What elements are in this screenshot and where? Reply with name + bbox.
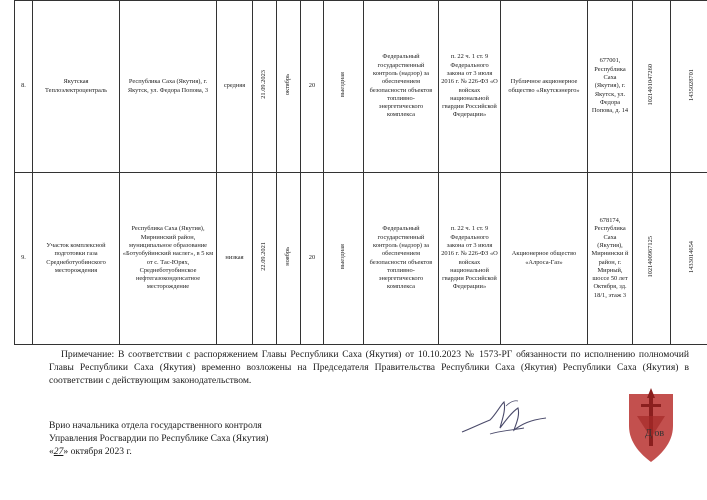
- control-type: Федеральный государственный контроль (надзор) за обеспечением безопасности объектов топливно-энергетического комплекса: [364, 173, 439, 345]
- table-row: [15, 173, 707, 345]
- legal-basis: п. 22 ч. 1 ст. 9 Федерального закона от 3 июля 2016 г. № 226-ФЗ «О войсках национальной гвардии Российской Федерации»: [439, 173, 501, 345]
- last-inspection-date: 21.09.2023: [260, 70, 268, 100]
- inspection-month: ноябрь: [284, 247, 292, 267]
- organization-name: Акционерное общество «Алроса-Газ»: [501, 173, 588, 345]
- signer-position-line2: Управления Росгвардии по Республике Саха (Якутия): [49, 432, 269, 444]
- rosgvardia-emblem: [625, 386, 677, 464]
- footnote-note: Примечание: В соответствии с распоряжением Главы Республики Саха (Якутия) от 10.10.2023 № 1573-РГ обязанности по исполнению полномочий Главы Республики Саха (Якутия) временно возложены на Председателя Правительства Республики Саха (Якутия) Республики Саха (Якутия) в соответствии с действующим законодательством.: [49, 349, 689, 386]
- object-name: Участок комплексной подготовки газа Среднеботуобинского месторождения: [33, 173, 120, 345]
- organization-address: 677001, Республика Саха (Якутия), г. Якутск, ул. Федора Попова, д. 14: [588, 1, 633, 173]
- inspection-plan-table: [14, 0, 707, 345]
- signature-block: [49, 420, 349, 458]
- signer-position-line1: Врио начальника отдела государственного контроля: [49, 420, 262, 431]
- risk-category: низкая: [217, 173, 253, 345]
- inn-value: 1435028701: [688, 68, 696, 101]
- handwritten-signature: [460, 398, 550, 443]
- inspection-form: выездная: [339, 244, 347, 270]
- table-row: [15, 1, 707, 173]
- row-number: 8.: [15, 1, 33, 173]
- inspection-days: 20: [301, 173, 324, 345]
- object-address: Республика Саха (Якутия), Мирнинский район, муниципальное образование «Ботуобуйинский наслег», в 5 км от с. Тас-Юрях, Среднеботуобинское нефтегазоконденсатное месторождение: [120, 173, 217, 345]
- last-inspection-date: 22.09.2021: [260, 242, 268, 272]
- object-name: Якутская Теплоэлектроцентраль: [33, 1, 120, 173]
- ogrn-value: 1021400967125: [647, 236, 655, 278]
- organization-address: 678174, Республика Саха (Якутия), Мирнински й район, г. Мирный, шоссе 50 лет Октября, зд. 18/1, этаж 3: [588, 173, 633, 345]
- inspection-days: 20: [301, 1, 324, 173]
- signature-date-day: 27: [53, 445, 64, 457]
- risk-category: средняя: [217, 1, 253, 173]
- row-number: 9.: [15, 173, 33, 345]
- ogrn-value: 1021401047260: [647, 64, 655, 106]
- inspection-month: октябрь: [284, 74, 292, 96]
- legal-basis: п. 22 ч. 1 ст. 9 Федерального закона от 3 июля 2016 г. № 226-ФЗ «О войсках национальной гвардии Российской Федерации»: [439, 1, 501, 173]
- inspection-form: выездная: [339, 72, 347, 98]
- signature-date: «27» октября 2023 г.: [49, 445, 132, 457]
- inn-value: 1433014654: [688, 240, 696, 273]
- organization-name: Публичное акционерное общество «Якутскэнерго»: [501, 1, 588, 173]
- signer-surname: Д ов: [645, 428, 665, 439]
- object-address: Республика Саха (Якутия), г. Якутск, ул. Федора Попова, 3: [120, 1, 217, 173]
- control-type: Федеральный государственный контроль (надзор) за обеспечением безопасности объектов топливно-энергетического комплекса: [364, 1, 439, 173]
